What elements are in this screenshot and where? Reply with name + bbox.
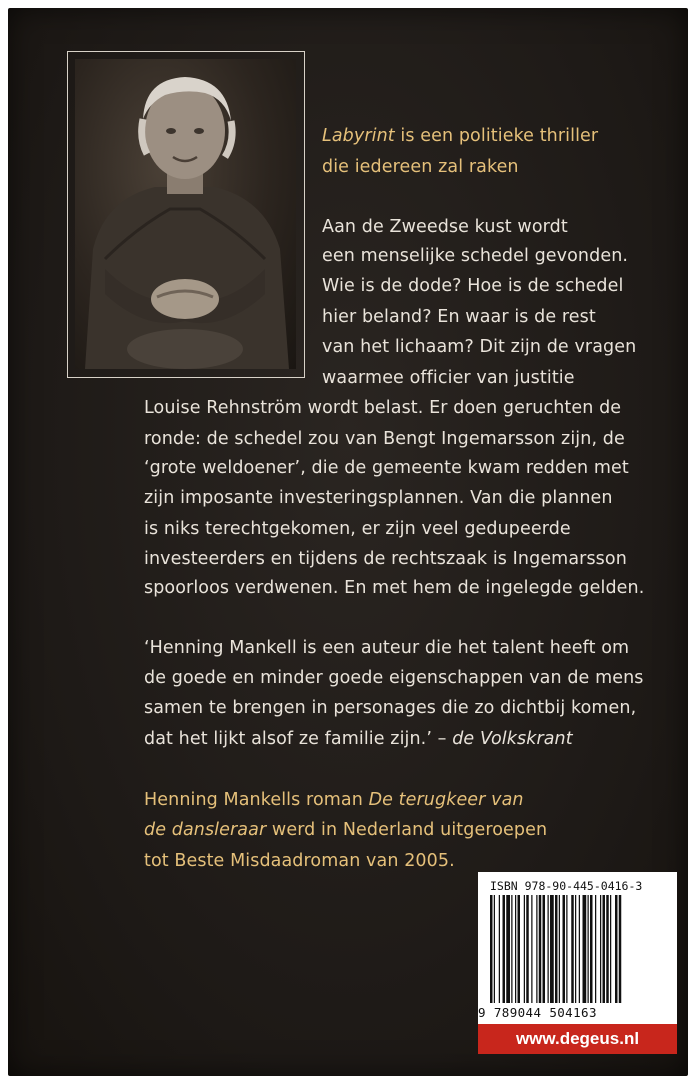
barcode-digits: 9 789044 504163 xyxy=(478,1005,597,1020)
quote-line: ‘Henning Mankell is een auteur die het talent heeft om xyxy=(144,638,630,658)
book-title-labyrint: Labyrint xyxy=(322,126,395,146)
blurb-line: ‘grote weldoener’, die de gemeente kwam redden met xyxy=(144,458,629,478)
award-line-3: tot Beste Misdaadroman van 2005. xyxy=(144,851,455,871)
blurb-line: Aan de Zweedse kust wordt xyxy=(322,217,568,237)
blurb-line: een menselijke schedel gevonden. xyxy=(322,246,629,266)
award-line-2-rest: werd in Nederland uitgeroepen xyxy=(266,820,548,840)
blurb-line: zijn imposante investeringsplannen. Van die plannen xyxy=(144,488,613,508)
quote-last-text: dat het lijkt alsof ze familie zijn.’ xyxy=(144,729,433,749)
isbn-number: ISBN 978-90-445-0416-3 xyxy=(490,879,643,893)
award-line-2 xyxy=(144,822,547,840)
award-book-title-part-2: de dansleraar xyxy=(144,820,267,840)
tagline-line-1 xyxy=(322,128,598,146)
blurb-line: Louise Rehnström wordt belast. Er doen geruchten de xyxy=(144,398,622,418)
award-line-1-plain: Henning Mankells roman xyxy=(144,790,369,810)
author-photo xyxy=(75,59,296,369)
quote-line: de goede en minder goede eigenschappen van de mens xyxy=(144,668,644,688)
tagline-line-1-rest: is een politieke thriller xyxy=(394,126,599,146)
blurb-line: investeerders en tijdens de rechtszaak is Ingemarsson xyxy=(144,549,627,569)
award-book-title-part-1: De terugkeer van xyxy=(368,790,524,810)
award-line-1 xyxy=(144,792,524,810)
publisher-website[interactable]: www.degeus.nl xyxy=(478,1024,677,1054)
barcode-icon xyxy=(488,895,668,1005)
quote-line-last xyxy=(144,731,573,749)
quote-source: de Volkskrant xyxy=(452,729,573,749)
blurb-line: waarmee officier van justitie xyxy=(322,368,575,388)
blurb-line: hier beland? En waar is de rest xyxy=(322,307,596,327)
tagline-line-2: die iedereen zal raken xyxy=(322,157,519,177)
blurb-line: van het lichaam? Dit zijn de vragen xyxy=(322,337,637,357)
blurb-line: ronde: de schedel zou van Bengt Ingemarsson zijn, de xyxy=(144,429,625,449)
blurb-line: Wie is de dode? Hoe is de schedel xyxy=(322,276,624,296)
quote-line: samen te brengen in personages die zo dichtbij komen, xyxy=(144,698,637,718)
blurb-line: spoorloos verdwenen. En met hem de ingelegde gelden. xyxy=(144,578,645,598)
author-portrait-illustration xyxy=(75,59,296,369)
quote-dash: – xyxy=(432,729,453,749)
blurb-line: is niks terechtgekomen, er zijn veel gedupeerde xyxy=(144,519,571,539)
